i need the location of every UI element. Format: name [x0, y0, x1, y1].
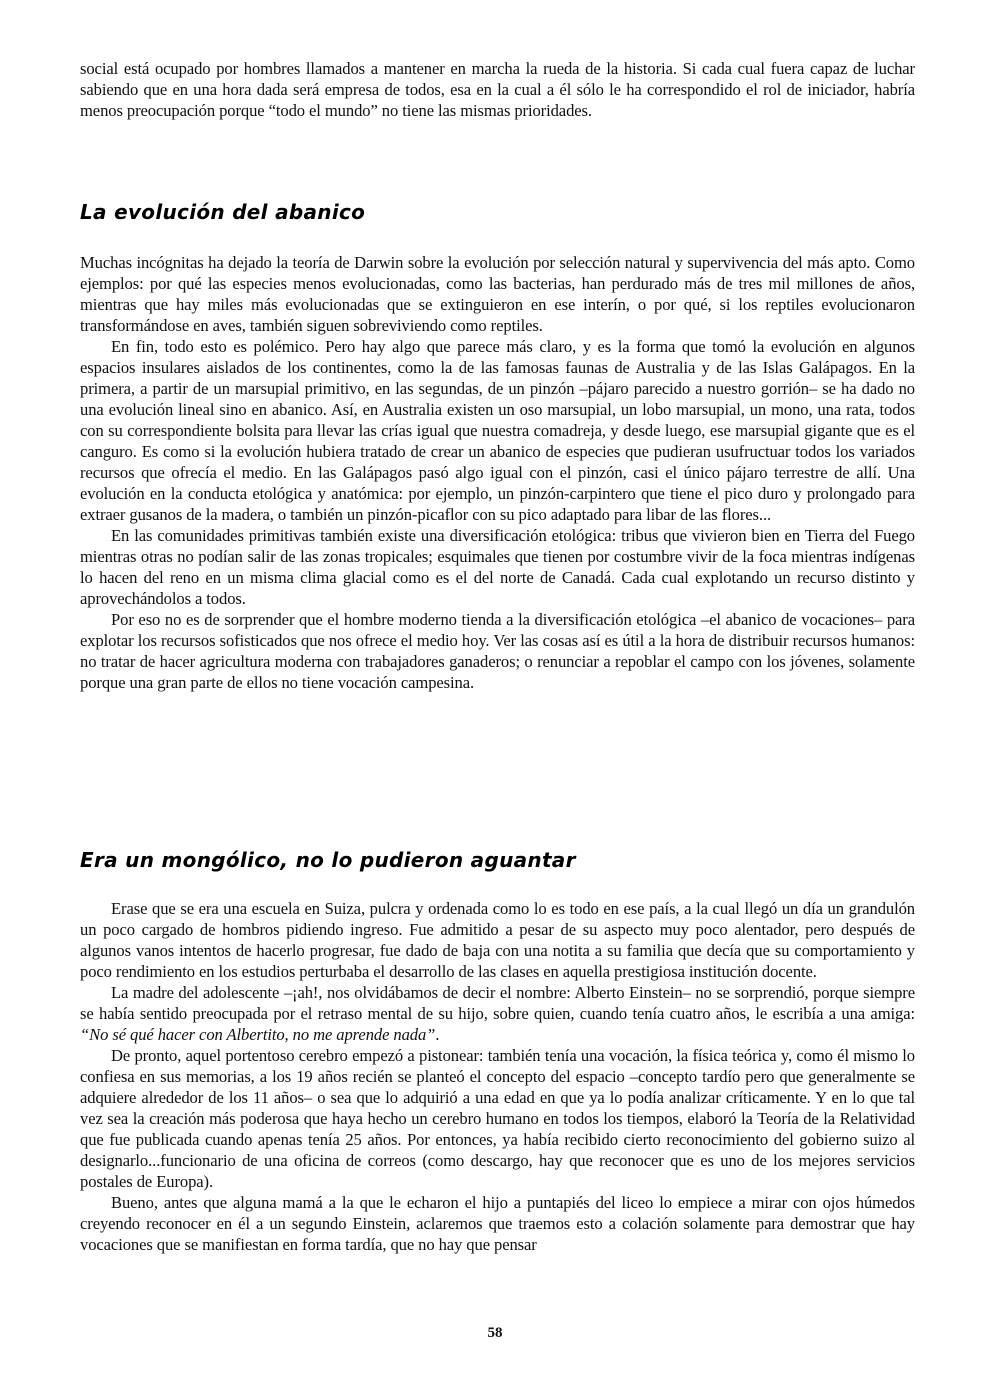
intro-paragraph: social está ocupado por hombres llamados a mantener en marcha la rueda de la historia. Si cada cual fuera capaz de luchar sabiendo que en una hora dada será empresa de todos, esa en la cual a él sólo le ha correspondido el rol de iniciador, habría menos preocupación porque “todo el mundo” no tiene las mismas prioridades. [80, 59, 915, 120]
body-paragraph: En fin, todo esto es polémico. Pero hay algo que parece más claro, y es la forma que tomó la evolución en algunos espacios insulares aislados de los continentes, como la de las famosas faunas de Australia y de las Islas Galápagos. En la primera, a partir de un marsupial primitivo, en las segundas, de un pinzón –pájaro parecido a nuestro gorrión– se ha dado no una evolución lineal sino en abanico. Así, en Australia existen un oso marsupial, un lobo marsupial, un mono, una rata, todos con su correspondiente bolsita para llevar las crías igual que nuestra comadreja, y desde luego, ese marsupial gigante que es el canguro. Es como si la evolución hubiera tratado de crear un abanico de especies que pudieran usufructuar todos los variados recursos que ofrecía el medio. En las Galápagos pasó algo igual con el pinzón, casi el único pájaro terrestre de allí. Una evolución en la conducta etológica y anatómica: por ejemplo, un pinzón-carpintero que tiene el pico duro y prolongado para extraer gusanos de la madera, o también un pinzón-picaflor con su pico adaptado para libar de las flores... [80, 337, 915, 524]
body-paragraph: Por eso no es de sorprender que el hombre moderno tienda a la diversificación etológica –el abanico de vocaciones– para explotar los recursos sofisticados que nos ofrece el medio hoy. Ver las cosas así es útil a la hora de distribuir recursos humanos: no tratar de hacer agricultura moderna con trabajadores ganaderos; o renunciar a repoblar el campo con los jóvenes, solamente porque una gran parte de ellos no tiene vocación campesina. [80, 610, 915, 692]
quoted-letter: “No sé qué hacer con Albertito, no me aprende nada” [80, 1025, 436, 1044]
page-number: 58 [487, 1325, 503, 1341]
section-heading-evolucion: La evolución del abanico [80, 200, 366, 224]
intro-text [80, 58, 915, 121]
section-einstein-body [80, 898, 915, 1255]
body-paragraph: Bueno, antes que alguna mamá a la que le echaron el hijo a puntapiés del liceo lo empiece a mirar con ojos húmedos creyendo reconocer en él a un segundo Einstein, aclaremos que traemos esto a colación solamente para demostrar que hay vocaciones que se manifiestan en forma tardía, que no hay que pensar [80, 1193, 915, 1254]
paragraph-lead: La madre del adolescente –¡ah!, nos olvidábamos de decir el nombre: Alberto Einstein– no se sorprendió, porque siempre se había sentido preocupada por el retraso mental de su hijo, sobre quien, cuando tenía cuatro años, le escribía a una amiga: [80, 983, 915, 1023]
section-heading-einstein: Era un mongólico, no lo pudieron aguantar [80, 848, 576, 872]
body-paragraph [80, 982, 915, 1045]
section-evolucion-body [80, 252, 915, 693]
body-paragraph: En las comunidades primitivas también existe una diversificación etológica: tribus que vivieron bien en Tierra del Fuego mientras otras no podían salir de las zonas tropicales; esquimales que tienen por costumbre vivir de la foca mientras indígenas lo hacen del reno en un misma clima glacial como es el del norte de Canadá. Cada cual explotando un recurso distinto y aprovechándolos a todos. [80, 526, 915, 608]
body-paragraph: Erase que se era una escuela en Suiza, pulcra y ordenada como lo es todo en ese país, a la cual llegó un día un grandulón un poco cargado de hombros pidiendo ingreso. Fue admitido a pesar de su aspecto muy poco alentador, pero después de algunos vanos intentos de hacerlo progresar, fue dado de baja con una notita a su familia que decía que su comportamiento y poco rendimiento en los estudios perturbaba el desarrollo de las clases en aquella prestigiosa institución docente. [80, 899, 915, 981]
body-paragraph: De pronto, aquel portentoso cerebro empezó a pistonear: también tenía una vocación, la física teórica y, como él mismo lo confiesa en sus memorias, a los 19 años recién se planteó el concepto del espacio –concepto tardío pero que generalmente se adquiere alrededor de los 11 años– o sea que lo adquirió a una edad en que ya lo podía analizar críticamente. Y en lo que tal vez sea la creación más poderosa que haya hecho un cerebro humano en todos los tiempos, elaboró la Teoría de la Relatividad que fue publicada cuando apenas tenía 25 años. Por entonces, ya había recibido cierto reconocimiento del gobierno suizo al designarlo...funcionario de una oficina de correos (como descargo, hay que reconocer que es uno de los mejores servicios postales de Europa). [80, 1046, 915, 1191]
body-paragraph: Muchas incógnitas ha dejado la teoría de Darwin sobre la evolución por selección natural y supervivencia del más apto. Como ejemplos: por qué las especies menos evolucionadas, como las bacterias, han perdurado más de tres mil millones de años, mientras que hay miles más evolucionadas que se extinguieron en ese interín, o por qué, si los reptiles evolucionaron transformándose en aves, también siguen sobreviviendo como reptiles. [80, 253, 915, 335]
paragraph-tail: . [435, 1025, 440, 1044]
